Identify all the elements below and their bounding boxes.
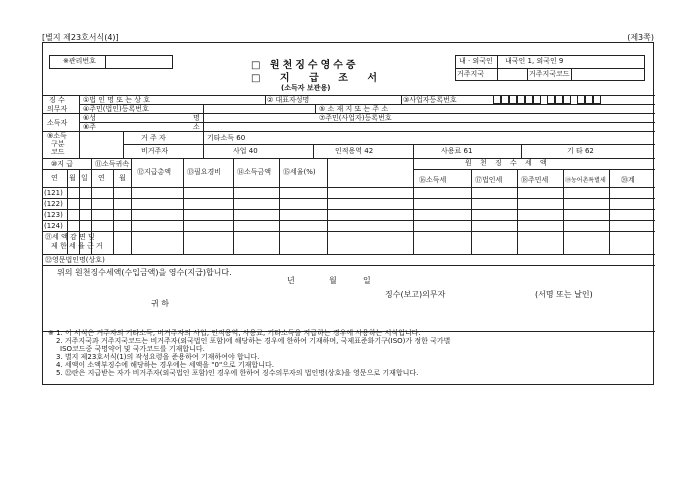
- col-day: 일: [81, 174, 88, 182]
- col-total: ⑫지급총액: [137, 168, 172, 176]
- business-code: 사업 40: [233, 147, 258, 155]
- reduction-label-1: ㉑세 액 감 면 및: [45, 233, 95, 241]
- obligor-label: 징수(보고)의무자: [385, 290, 446, 299]
- note-1: ※ 1. 이 서식은 거주자의 기타소득, 비거주자의 사업, 인적용역, 사용료, 기타소득을 지급하는 경우에 사용하는 서식입니다.: [48, 329, 421, 337]
- income-code-label-2: 구분: [51, 140, 65, 148]
- receipt-month: 월: [329, 276, 337, 285]
- col-income-tax: ⑯소득세: [419, 176, 447, 184]
- mgmt-no-field[interactable]: [105, 55, 173, 69]
- row-label-123: (123): [44, 211, 63, 219]
- col-rural-tax: ⑲농어촌특별세: [565, 177, 606, 184]
- note-4: 4. 세액이 소액부징수에 해당하는 경우에는 세액을 "0"으로 기재합니다.: [56, 361, 274, 369]
- addressee-label: 귀 하: [151, 299, 169, 308]
- receipt-year: 년: [287, 276, 295, 285]
- note-2-cont: ISO코드중 국명약어 및 국가코드를 기재합니다.: [60, 345, 205, 353]
- col-month-2: 월: [119, 174, 126, 182]
- col-rate: ⑮세율(%): [283, 168, 316, 176]
- earner-name-label: ⑥성: [83, 114, 97, 122]
- keep-copy-label: (소득자 보관용): [281, 84, 331, 92]
- page-number: (제3쪽): [627, 33, 654, 42]
- row-label-124: (124): [44, 222, 63, 230]
- col-year: 연: [51, 174, 58, 182]
- english-name-label: ㉒영문법인명(상호): [45, 256, 105, 264]
- earner-addr-label: ⑧주: [83, 123, 97, 131]
- income-code-label-1: ⑨소득: [47, 132, 67, 140]
- mgmt-no-label: ※관리번호: [63, 57, 96, 65]
- income-code-label-3: 코드: [51, 148, 65, 156]
- col-withholding-title: 원 천 징 수 세 액: [465, 159, 550, 167]
- earner-name-label-2: 명: [193, 114, 200, 122]
- row-label-122: (122): [44, 200, 63, 208]
- reduction-label-2: 제 한 세 율 근 거: [51, 242, 103, 250]
- payer-reg-no-label: ④주민(법인)등록번호: [83, 105, 149, 113]
- title-receipt: □ 원천징수영수증: [251, 60, 359, 71]
- col-corp-tax: ⑰법인세: [475, 176, 503, 184]
- nonresident-label: 비거주자: [141, 147, 169, 155]
- note-2: 2. 거주지국과 거주지국코드는 비거주자(외국법인 포함)에 해당하는 경우에 한하여 기재하며, 국제표준화기구(ISO)가 정한 국가별: [56, 337, 451, 345]
- resident-label: 거 주 자: [141, 134, 166, 142]
- payer-name-label: ①법 인 명 또 는 상 호: [83, 96, 150, 104]
- residency-value: 내국인 1, 외국인 9: [505, 57, 564, 65]
- other-code: 기 타 62: [567, 147, 594, 155]
- residency-label: 내 · 외국인: [459, 57, 493, 65]
- usage-code: 사용료 61: [441, 147, 473, 155]
- earner-group-label: 소득자: [47, 119, 68, 127]
- col-sum: ⑳계: [621, 176, 635, 184]
- col-month: 월: [69, 174, 76, 182]
- country-code-label: 거주지국코드: [529, 70, 570, 78]
- personal-code: 인적용역 42: [335, 147, 374, 155]
- col-pay: ⑩지 급: [51, 160, 74, 168]
- resident-other-code: 기타소득 60: [207, 134, 246, 142]
- country-label: 거주지국: [457, 70, 485, 78]
- payer-group-label-1: 징 수: [49, 96, 65, 104]
- col-expense: ⑬필요경비: [187, 168, 222, 176]
- col-year-2: 연: [98, 174, 105, 182]
- payer-rep-label: ② 대표자성명: [267, 96, 310, 104]
- receipt-day: 일: [363, 276, 371, 285]
- instruction-notes: [48, 329, 450, 377]
- payer-group-label-2: 의무자: [47, 105, 68, 113]
- note-3: 3. 별지 제23호서식(1)의 작성요령을 준용하여 기재하여야 합니다.: [56, 353, 260, 361]
- col-income: ⑭소득금액: [237, 168, 272, 176]
- title-statement: □ 지 급 조 서: [251, 73, 386, 84]
- form-number: [별지 제23호서식(4)]: [42, 33, 119, 42]
- note-5: 5. ㉒란은 지급받는 자가 비거주자(외국법인 포함)인 경우에 한하여 징수의무자의 법인명(상호)을 영문으로 기재합니다.: [56, 369, 419, 377]
- row-label-121: (121): [44, 189, 63, 197]
- earner-addr-label-2: 소: [193, 123, 200, 131]
- col-attrib: ⑪소득귀속: [95, 160, 130, 168]
- payer-addr-label: ⑤ 소 재 지 또 는 주 소: [319, 105, 389, 113]
- payer-biz-no-label: ③사업자등록번호: [403, 96, 457, 104]
- earner-reg-no-label: ⑦주민(사업자)등록번호: [319, 114, 392, 122]
- signature-label: (서명 또는 날인): [535, 290, 593, 299]
- receipt-statement: 위의 원천징수세액(수입금액)을 영수(지급)합니다.: [57, 268, 232, 277]
- col-resident-tax: ⑱주민세: [521, 176, 549, 184]
